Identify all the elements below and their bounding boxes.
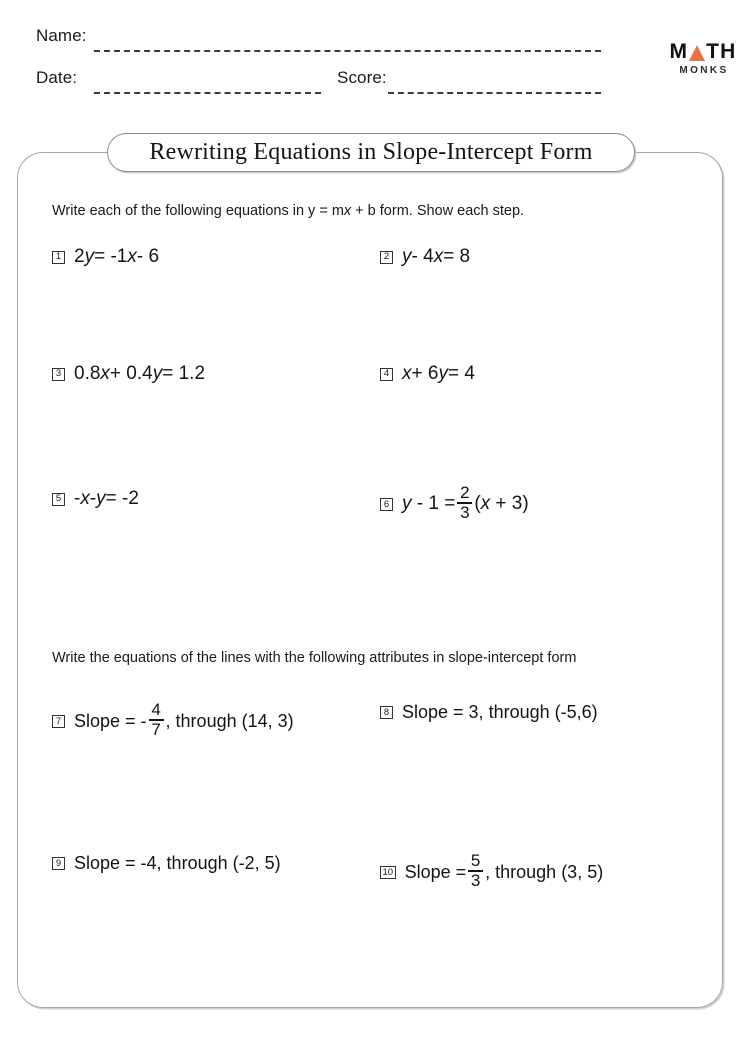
fraction-2-3	[457, 484, 472, 523]
math-monks-logo	[665, 40, 741, 76]
logo-wordmark	[665, 40, 741, 62]
logo-letters-th: TH	[706, 40, 737, 63]
problem-7-statement	[74, 702, 294, 741]
fraction-numerator: 2	[460, 483, 470, 502]
problem-10-prefix: Slope =	[404, 861, 467, 882]
problem-1	[52, 246, 159, 268]
problem-8	[380, 702, 598, 723]
problem-6-prefix: y - 1 =	[402, 493, 456, 515]
instruction-1-before: Write each of the following equations in y = m	[52, 203, 344, 219]
problem-7	[52, 702, 294, 741]
problem-10-suffix: , through (3, 5)	[485, 861, 604, 882]
instruction-1-var: x	[343, 203, 352, 219]
fraction-4-7	[149, 701, 164, 740]
problem-3	[52, 363, 205, 385]
fraction-denominator: 3	[470, 871, 481, 891]
problem-7-prefix: Slope = -	[74, 710, 147, 731]
fraction-numerator: 4	[151, 700, 161, 719]
problem-number-box: 8	[380, 706, 393, 719]
problem-number-box: 3	[52, 368, 65, 381]
date-input-line[interactable]	[94, 92, 321, 94]
fraction-numerator: 5	[470, 851, 481, 870]
name-input-line[interactable]	[94, 50, 601, 52]
worksheet-body-border	[17, 152, 723, 1008]
triangle-icon	[689, 45, 705, 61]
score-label: Score:	[337, 68, 387, 87]
problem-number-box: 7	[52, 715, 65, 728]
problem-10	[380, 853, 603, 892]
worksheet-header	[0, 0, 742, 120]
problem-2-equation: y - 4 x = 8	[402, 246, 471, 267]
problem-8-statement: Slope = 3, through (-5,6)	[402, 702, 598, 722]
problem-9	[52, 853, 281, 874]
worksheet-title-banner	[107, 133, 635, 172]
problem-1-equation: 2 y = -1 x - 6	[74, 246, 160, 267]
problem-number-box: 4	[380, 368, 393, 381]
problem-4	[380, 363, 475, 385]
problem-7-suffix: , through (14, 3)	[165, 710, 294, 731]
problem-number-box: 10	[380, 866, 396, 879]
problem-6	[380, 485, 529, 524]
problem-number-box: 5	[52, 493, 65, 506]
problem-9-statement: Slope = -4, through (-2, 5)	[74, 853, 281, 873]
date-label: Date:	[36, 68, 78, 87]
logo-letter-m: M	[669, 40, 689, 63]
problem-3-equation: 0.8 x + 0.4 y = 1.2	[74, 363, 206, 384]
name-label: Name:	[36, 26, 87, 45]
logo-subtext: MONKS	[679, 65, 729, 76]
fraction-denominator: 3	[460, 503, 470, 523]
problem-number-box: 6	[380, 498, 393, 511]
problem-10-statement	[405, 853, 604, 892]
problem-4-equation: x + 6 y = 4	[402, 363, 475, 384]
instruction-1-after: + b form. Show each step.	[351, 203, 525, 219]
problem-6-suffix: (x + 3)	[474, 493, 529, 515]
problem-2	[380, 246, 470, 268]
problem-number-box: 2	[380, 251, 393, 264]
problem-number-box: 9	[52, 857, 65, 870]
problem-5-equation: - x - y = -2	[74, 488, 139, 509]
problem-5	[52, 488, 139, 510]
problem-6-equation	[402, 485, 529, 524]
page-title: Rewriting Equations in Slope-Intercept Form	[149, 139, 593, 165]
problem-number-box: 1	[52, 251, 65, 264]
score-input-line[interactable]	[388, 92, 601, 94]
fraction-denominator: 7	[151, 720, 161, 740]
instruction-section-1	[52, 203, 524, 219]
fraction-5-3	[468, 852, 483, 891]
instruction-section-2: Write the equations of the lines with the following attributes in slope-intercept form	[52, 650, 577, 666]
